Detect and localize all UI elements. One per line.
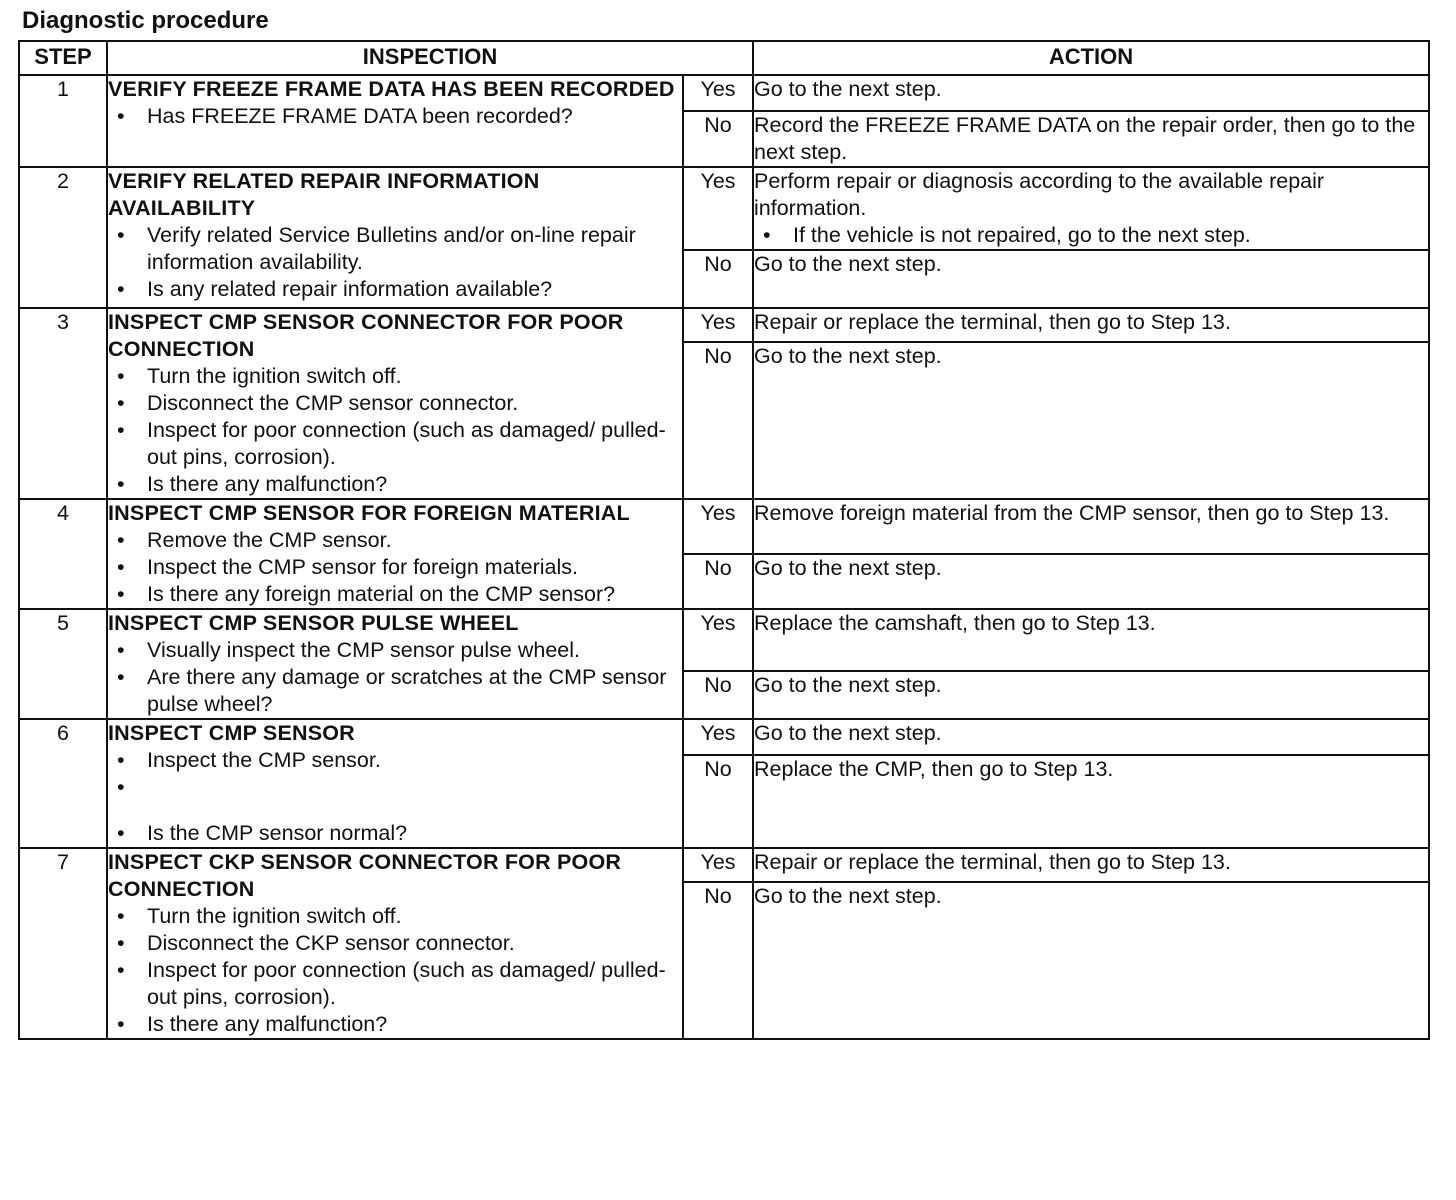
inspection-cell (107, 167, 683, 308)
diagnostic-table (18, 40, 1430, 1040)
yes-action: Repair or replace the terminal, then go to Step 13. (753, 308, 1429, 342)
yes-action-cell (753, 167, 1429, 250)
yes-label: Yes (683, 719, 753, 755)
inspection-bullets (108, 747, 682, 847)
inspection-cell (107, 75, 683, 167)
no-action: Replace the CMP, then go to Step 13. (753, 755, 1429, 848)
inspection-bullets (108, 637, 682, 718)
yes-action-bullet: • If the vehicle is not repaired, go to the next step. (793, 222, 1428, 249)
inspection-bullet: • Verify related Service Bulletins and/or on-line repair information availability. (147, 222, 682, 276)
step-row-3-yes (19, 308, 1429, 342)
inspection-bullet: • Is there any malfunction? (147, 471, 682, 498)
inspection-bullet: • Inspect the CMP sensor. (147, 747, 682, 774)
yes-action: Replace the camshaft, then go to Step 13. (753, 609, 1429, 671)
yes-label: Yes (683, 167, 753, 250)
inspection-heading: INSPECT CMP SENSOR FOR FOREIGN MATERIAL (108, 501, 630, 525)
step-row-6-yes (19, 719, 1429, 755)
inspection-bullets (108, 103, 682, 130)
inspection-bullet: • Disconnect the CKP sensor connector. (147, 930, 682, 957)
no-action: Go to the next step. (753, 554, 1429, 609)
bullet-spacer (147, 774, 682, 820)
no-label: No (683, 755, 753, 848)
no-action: Go to the next step. (753, 342, 1429, 499)
step-number: 4 (19, 499, 107, 609)
no-action: Go to the next step. (753, 882, 1429, 1039)
inspection-bullet: • Remove the CMP sensor. (147, 527, 682, 554)
no-label: No (683, 671, 753, 719)
no-label: No (683, 882, 753, 1039)
yes-action: Perform repair or diagnosis according to the available repair information. (754, 169, 1325, 220)
yes-label: Yes (683, 499, 753, 554)
step-number: 3 (19, 308, 107, 499)
step-row-7-yes (19, 848, 1429, 882)
header-inspection: INSPECTION (107, 41, 753, 75)
inspection-heading: INSPECT CKP SENSOR CONNECTOR FOR POOR CONNECTION (108, 850, 622, 901)
step-row-2-yes (19, 167, 1429, 250)
step-number: 5 (19, 609, 107, 719)
yes-label: Yes (683, 848, 753, 882)
inspection-bullet: • Inspect for poor connection (such as damaged/ pulled-out pins, corrosion). (147, 417, 682, 471)
inspection-bullet: • Turn the ignition switch off. (147, 363, 682, 390)
inspection-heading: INSPECT CMP SENSOR CONNECTOR FOR POOR CONNECTION (108, 310, 624, 361)
inspection-bullets (108, 363, 682, 498)
yes-action: Go to the next step. (753, 75, 1429, 111)
inspection-bullet: • Inspect for poor connection (such as damaged/ pulled-out pins, corrosion). (147, 957, 682, 1011)
step-number: 2 (19, 167, 107, 308)
no-label: No (683, 342, 753, 499)
inspection-bullets (108, 222, 682, 303)
inspection-heading: INSPECT CMP SENSOR (108, 721, 355, 745)
inspection-bullet: • Is the CMP sensor normal? (147, 820, 682, 847)
no-label: No (683, 250, 753, 308)
inspection-bullet: • Is any related repair information available? (147, 276, 682, 303)
yes-action: Go to the next step. (753, 719, 1429, 755)
inspection-cell (107, 719, 683, 848)
yes-label: Yes (683, 75, 753, 111)
yes-label: Yes (683, 308, 753, 342)
header-step: STEP (19, 41, 107, 75)
yes-label: Yes (683, 609, 753, 671)
yes-action-bullets (754, 222, 1428, 249)
page-title: Diagnostic procedure (22, 7, 269, 34)
step-row-4-yes (19, 499, 1429, 554)
inspection-heading: VERIFY RELATED REPAIR INFORMATION AVAILABILITY (108, 169, 540, 220)
step-number: 7 (19, 848, 107, 1039)
no-action: Go to the next step. (753, 671, 1429, 719)
inspection-bullets (108, 527, 682, 608)
step-row-5-yes (19, 609, 1429, 671)
inspection-heading: VERIFY FREEZE FRAME DATA HAS BEEN RECORDED (108, 77, 675, 101)
inspection-bullet: • Visually inspect the CMP sensor pulse wheel. (147, 637, 682, 664)
inspection-bullet: • Is there any malfunction? (147, 1011, 682, 1038)
header-action: ACTION (753, 41, 1429, 75)
inspection-cell (107, 499, 683, 609)
header-row (19, 41, 1429, 75)
inspection-cell (107, 308, 683, 499)
inspection-bullet: • Disconnect the CMP sensor connector. (147, 390, 682, 417)
inspection-bullet: • Are there any damage or scratches at the CMP sensor pulse wheel? (147, 664, 682, 718)
no-action: Record the FREEZE FRAME DATA on the repair order, then go to the next step. (753, 111, 1429, 167)
yes-action: Remove foreign material from the CMP sensor, then go to Step 13. (753, 499, 1429, 554)
inspection-bullet: • Has FREEZE FRAME DATA been recorded? (147, 103, 682, 130)
inspection-cell (107, 848, 683, 1039)
inspection-cell (107, 609, 683, 719)
inspection-bullet: • Inspect the CMP sensor for foreign materials. (147, 554, 682, 581)
yes-action: Repair or replace the terminal, then go to Step 13. (753, 848, 1429, 882)
no-label: No (683, 554, 753, 609)
no-action: Go to the next step. (753, 250, 1429, 308)
step-row-1-yes (19, 75, 1429, 111)
inspection-bullet: • Is there any foreign material on the CMP sensor? (147, 581, 682, 608)
no-label: No (683, 111, 753, 167)
inspection-heading: INSPECT CMP SENSOR PULSE WHEEL (108, 611, 519, 635)
step-number: 1 (19, 75, 107, 167)
inspection-bullet: • Turn the ignition switch off. (147, 903, 682, 930)
step-number: 6 (19, 719, 107, 848)
inspection-bullets (108, 903, 682, 1038)
